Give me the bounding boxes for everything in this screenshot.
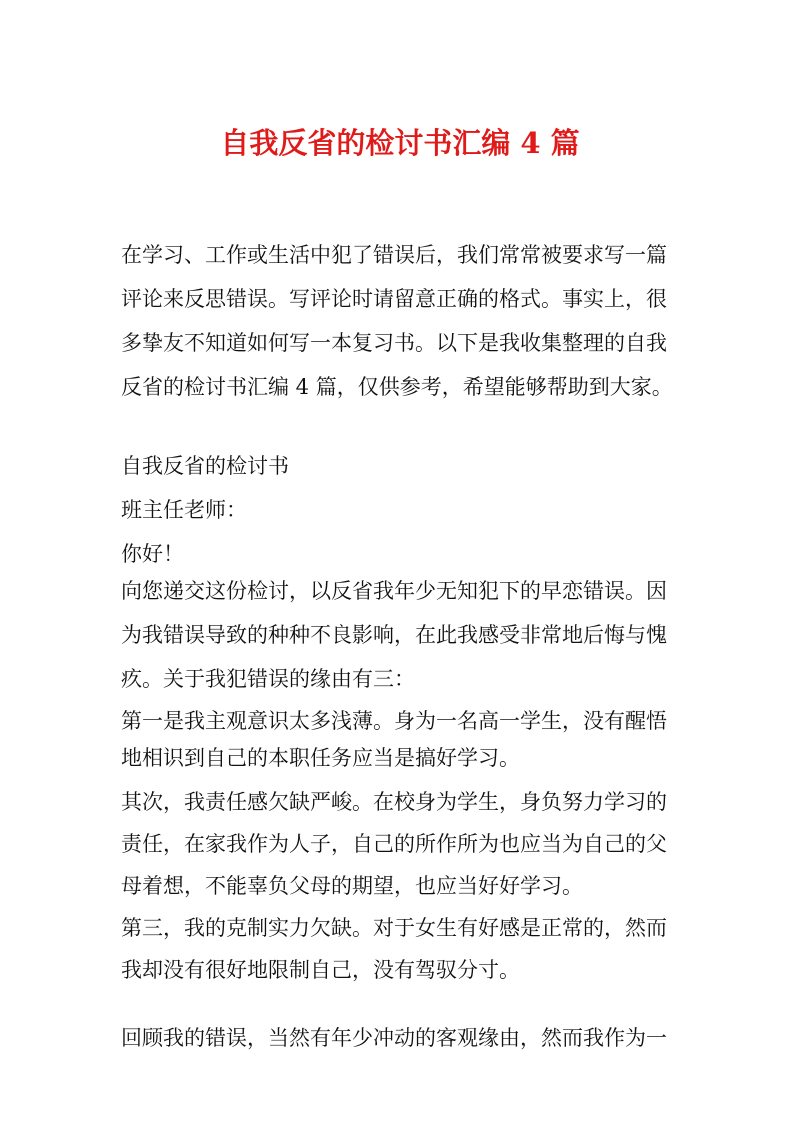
body-line: 我却没有很好地限制自己，没有驾驭分寸。 bbox=[121, 958, 520, 982]
body-line: 向您递交这份检讨，以反省我年少无知犯下的早恋错误。因 bbox=[121, 579, 667, 603]
body-line: 疚。关于我犯错误的缘由有三： bbox=[121, 667, 415, 691]
body-line: 为我错误导致的种种不良影响，在此我感受非常地后悔与愧 bbox=[121, 623, 667, 647]
body-line: 第一是我主观意识太多浅薄。身为一名高一学生，没有醒悟 bbox=[121, 709, 667, 733]
body-line: 母着想，不能辜负父母的期望，也应当好好学习。 bbox=[121, 874, 583, 898]
greeting: 你好！ bbox=[121, 542, 184, 566]
intro-line-3: 多挚友不知道如何写一本复习书。以下是我收集整理的自我 bbox=[121, 331, 667, 355]
body-line: 地相识到自己的本职任务应当是搞好学习。 bbox=[121, 746, 520, 770]
intro-line-4: 反省的检讨书汇编 4 篇，仅供参考，希望能够帮助到大家。 bbox=[121, 375, 673, 399]
salutation: 班主任老师： bbox=[121, 498, 247, 522]
body-line: 责任，在家我作为人子，自己的所作所为也应当为自己的父 bbox=[121, 832, 667, 856]
document-title: 自我反省的检讨书汇编 4 篇 bbox=[220, 126, 580, 160]
section-heading: 自我反省的检讨书 bbox=[121, 454, 289, 478]
body-line: 回顾我的错误，当然有年少冲动的客观缘由，然而我作为一 bbox=[121, 1026, 667, 1050]
intro-line-2: 评论来反思错误。写评论时请留意正确的格式。事实上，很 bbox=[121, 287, 667, 311]
intro-line-1: 在学习、工作或生活中犯了错误后，我们常常被要求写一篇 bbox=[121, 243, 667, 267]
body-line: 第三，我的克制实力欠缺。对于女生有好感是正常的，然而 bbox=[121, 916, 667, 940]
body-line: 其次，我责任感欠缺严峻。在校身为学生，身负努力学习的 bbox=[121, 790, 667, 814]
